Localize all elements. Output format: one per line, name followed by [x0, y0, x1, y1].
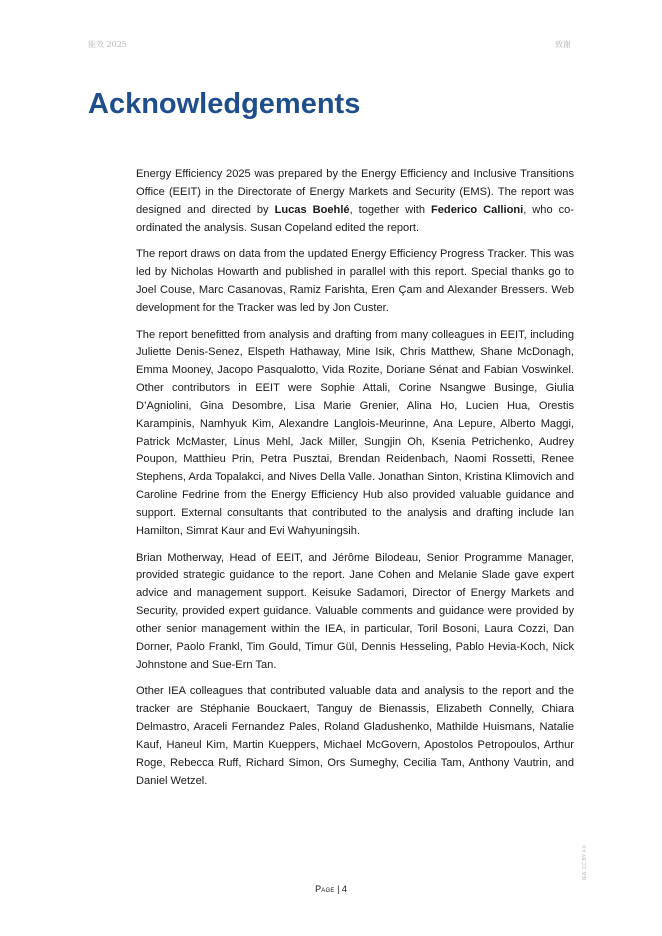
running-header-right: 致谢 — [555, 40, 571, 49]
paragraph-1-text-a: Energy Efficiency 2025 was prepared by the Energy Efficiency and Inclusive Transitions Office (EEIT) in the Directorate of Energy Markets and Security (EMS). The report was designed and directed by — [136, 168, 574, 216]
paragraph-1 — [136, 166, 574, 237]
running-header-left: 能效 2025 — [88, 40, 127, 49]
paragraph-2: The report draws on data from the updated Energy Efficiency Progress Tracker. This was led by Nicholas Howarth and published in parallel with this report. Special thanks go to Joel Couse, Marc Casanovas, Ramiz Farishta, Eren Çam and Alexander Bressers. Web development for the Tracker was led by Jon Custer. — [136, 248, 574, 314]
author-name-2: Federico Callioni — [430, 203, 524, 216]
body-text — [136, 166, 574, 799]
paragraph-4: Brian Motherway, Head of EEIT, and Jérôme Bilodeau, Senior Programme Manager, provided strategic guidance to the report. Jane Cohen and Melanie Slade gave expert advice and management support. Keisuke Sadamori, Director of Energy Markets and Security, provided expert guidance. Valuable comments and guidance were provided by other senior management within the IEA, in particular, Toril Bosoni, Laura Cozzi, Dan Dorner, Paolo Frankl, Tim Gould, Timur Gül, Dennis Hesseling, Pablo Hevia-Koch, Nick Johnstone and Sue-Ern Tan. — [136, 551, 574, 671]
page-title: Acknowledgements — [88, 88, 361, 120]
page-footer — [0, 884, 662, 894]
paragraph-3: The report benefitted from analysis and drafting from many colleagues in EEIT, including Juliette Denis-Senez, Elspeth Hathaway, Mine Isik, Chris Matthew, Shane McDonagh, Emma Mooney, Jacopo Pasqualotto, Vida Rozite, Doriane Sénat and Fabian Voswinkel. Other contributors in EEIT were Sophie Attali, Corine Nsangwe Businge, Giulia D’Agniolini, Gina Desombre, Lisa Marie Grenier, Alina Ho, Lucien Hua, Orestis Karampinis, Namhyuk Kim, Alexandre Langlois-Meurinne, Ana Lepure, Alberto Maggi, Patrick McMaster, Linus Mehl, Jack Miller, Sungjin Oh, Ksenia Petrichenko, Audrey Poupon, Matthieu Prin, Petra Pusztai, Brendan Reidenbach, Naomi Rossetti, Renee Stephens, Arda Topalakci, and Nives Della Valle. Jonathan Sinton, Kristina Klimovich and Caroline Fedrine from the Energy Efficiency Hub also provided valuable guidance and support. External consultants that contributed to the analysis and drafting include Ian Hamilton, Simrat Kaur and Evi Wahyuningsih. — [136, 328, 574, 537]
paragraph-5: Other IEA colleagues that contributed valuable data and analysis to the report and the tracker are Stéphanie Bouckaert, Tanguy de Bienassis, Elizabeth Connelly, Chiara Delmastro, Araceli Fernandez Pales, Roland Gladushenko, Mathilde Huismans, Natalie Kauf, Haneul Kim, Martin Kueppers, Michael McGovern, Apostolos Petropoulos, Arthur Roge, Rebecca Ruff, Richard Simon, Ors Sumeghy, Cecilia Tam, Anthony Vautrin, and Daniel Wetzel. — [136, 685, 574, 787]
author-name-1: Lucas Boehlé — [274, 203, 350, 216]
paragraph-1-text-b: , together with — [349, 203, 431, 216]
page-separator: | — [334, 884, 342, 894]
license-note: IEA. CC BY 4.0. — [582, 844, 588, 880]
paragraph-1-text-c: , who co-ordinated the analysis. Susan Copeland edited the report. — [136, 203, 574, 234]
page-number: 4 — [341, 884, 347, 894]
page-label: Page — [315, 884, 335, 894]
